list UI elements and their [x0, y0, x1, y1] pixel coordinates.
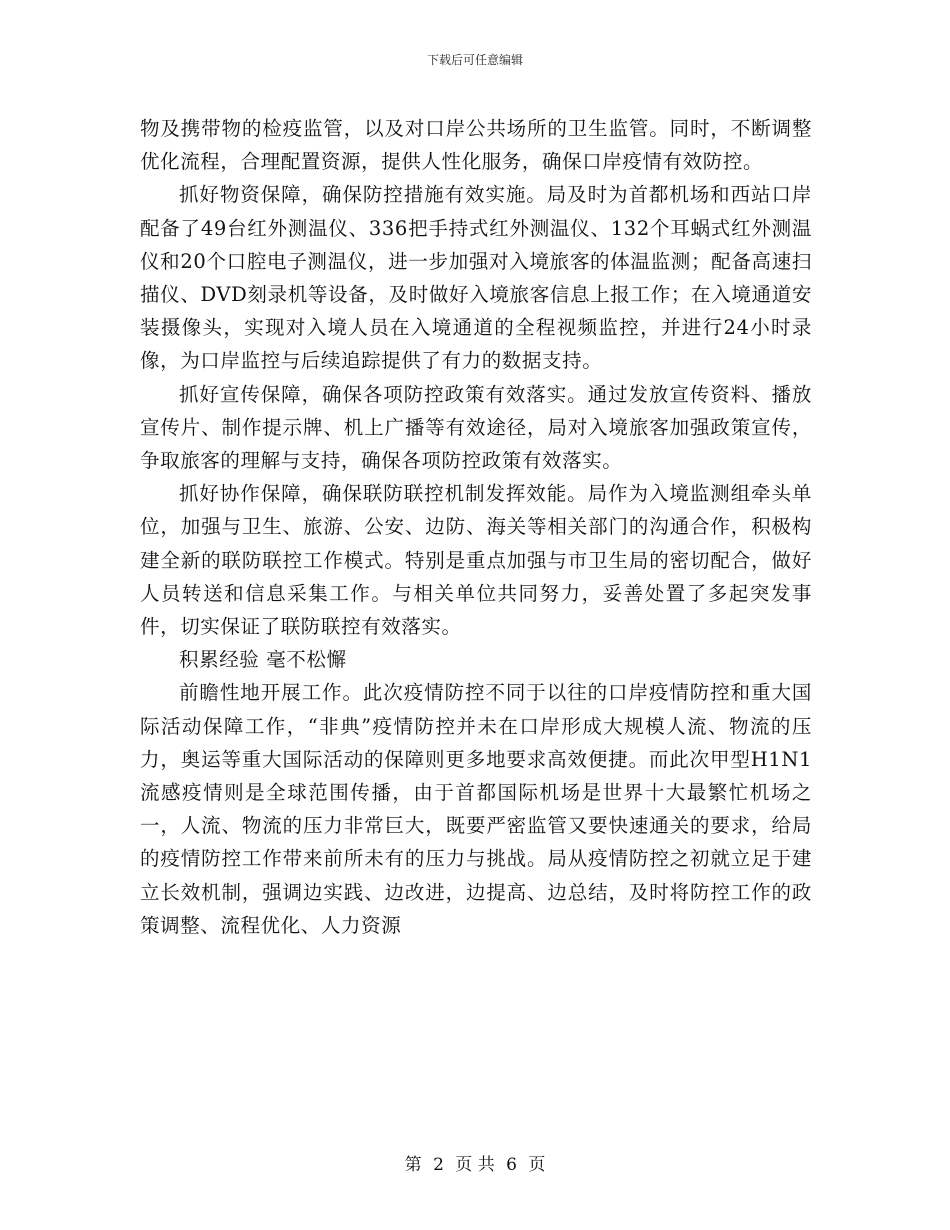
section-heading: 积累经验 毫不松懈 — [179, 648, 347, 672]
footer-total-pages: 6 — [506, 1155, 517, 1175]
footer-middle: 页 共 — [455, 1155, 495, 1175]
header-text: 下载后可任意编辑 — [426, 53, 523, 67]
page-footer — [0, 1154, 950, 1176]
paragraph-3: 抓好宣传保障，确保各项防控政策有效落实。通过发放宣传资料、播放宣传片、制作提示牌、机上广播等有效途径，局对入境旅客加强政策宣传，争取旅客的理解与支持，确保各项防控政策有效落实。 — [140, 382, 812, 473]
paragraph-1: 物及携带物的检疫监管，以及对口岸公共场所的卫生监管。同时，不断调整优化流程，合理配置资源，提供人性化服务，确保口岸疫情有效防控。 — [140, 117, 812, 174]
footer-suffix: 页 — [528, 1155, 546, 1175]
paragraph-4: 抓好协作保障，确保联防联控机制发挥效能。局作为入境监测组牵头单位，加强与卫生、旅游、公安、边防、海关等相关部门的沟通合作，积极构建全新的联防联控工作模式。特别是重点加强与市卫生局的密切配合，做好人员转送和信息采集工作。与相关单位共同努力，妥善处置了多起突发事件，切实保证了联防联控有效落实。 — [140, 482, 812, 639]
document-body — [140, 112, 812, 942]
paragraph-2: 抓好物资保障，确保防控措施有效实施。局及时为首都机场和西站口岸配备了49台红外测温仪、336把手持式红外测温仪、132个耳蜗式红外测温仪和20个口腔电子测温仪，进一步加强对入境旅客的体温监测；配备高速扫描仪、DVD刻录机等设备，及时做好入境旅客信息上报工作；在入境通道安装摄像头，实现对入境人员在入境通道的全程视频监控，并进行24小时录像，为口岸监控与后续追踪提供了有力的数据支持。 — [140, 183, 812, 373]
footer-prefix: 第 — [404, 1155, 422, 1175]
page-header — [0, 52, 950, 68]
paragraph-5: 前瞻性地开展工作。此次疫情防控不同于以往的口岸疫情防控和重大国际活动保障工作，“非典”疫情防控并未在口岸形成大规模人流、物流的压力，奥运等重大国际活动的保障则更多地要求高效便捷。而此次甲型H1N1流感疫情则是全球范围传播，由于首都国际机场是世界十大最繁忙机场之一，人流、物流的压力非常巨大，既要严密监管又要快速通关的要求，给局的疫情防控工作带来前所未有的压力与挑战。局从疫情防控之初就立足于建立长效机制，强调边实践、边改进，边提高、边总结，及时将防控工作的政策调整、流程优化、人力资源 — [140, 681, 812, 937]
footer-current-page: 2 — [433, 1155, 444, 1175]
